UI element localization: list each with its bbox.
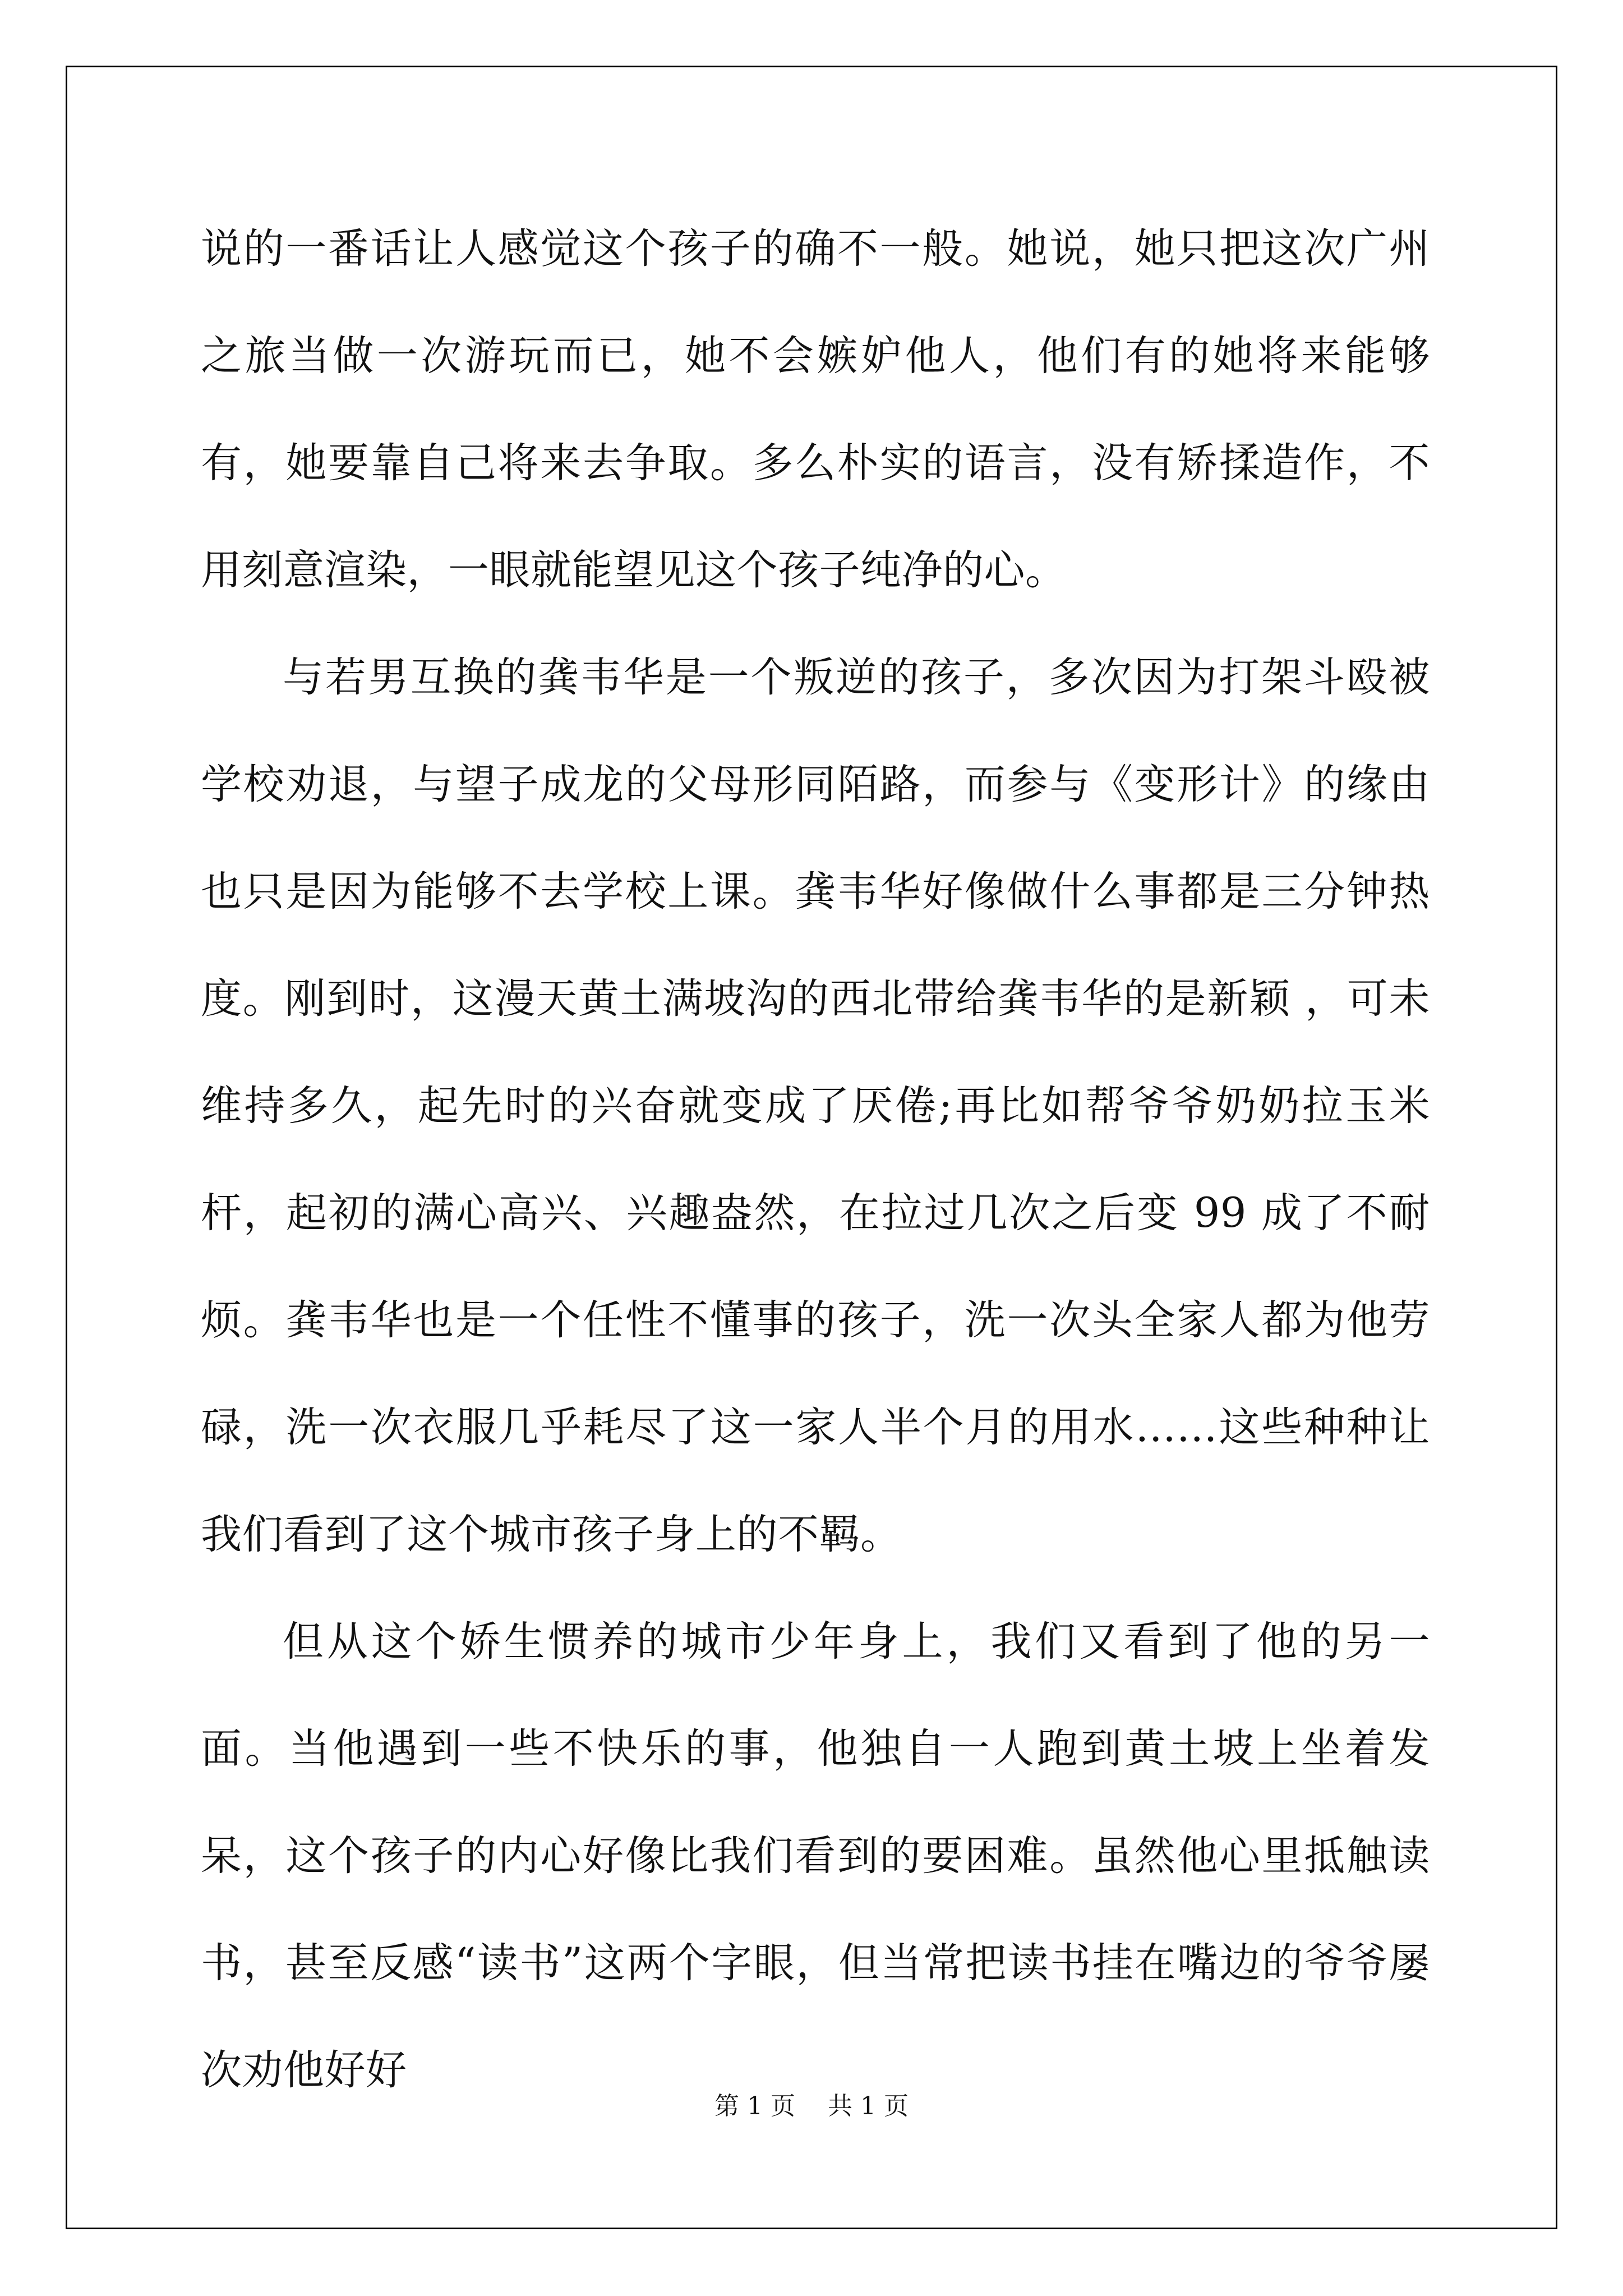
paragraph-2: 与若男互换的龚韦华是一个叛逆的孩子，多次因为打架斗殴被学校劝退，与望子成龙的父母形同陌路，而参与《变形计》的缘由也只是因为能够不去学校上课。龚韦华好像做什么事都是三分钟热度。刚到时，这漫天黄土满坡沟的西北带给龚韦华的是新颖 ，可未维持多久，起先时的兴奋就变成了厌倦;再比如帮爷爷奶奶拉玉米杆，起初的满心高兴、兴趣盎然，在拉过几次之后变 99 成了不耐烦。龚韦华也是一个任性不懂事的孩子，洗一次头全家人都为他劳碌，洗一次衣服几乎耗尽了这一家人半个月的用水……这些种种让我们看到了这个城市孩子身上的不羁。 [201, 654, 1430, 1558]
document-body [201, 195, 1430, 2124]
page-footer [0, 2086, 1623, 2122]
paragraph-1: 说的一番话让人感觉这个孩子的确不一般。她说，她只把这次广州之旅当做一次游玩而已，她不会嫉妒他人，他们有的她将来能够有，她要靠自己将来去争取。多么朴实的语言，没有矫揉造作，不用刻意渲染，一眼就能望见这个孩子纯净的心。 [201, 225, 1430, 594]
page-total: 共 1 页 [828, 2092, 909, 2120]
paragraph-3: 但从这个娇生惯养的城市少年身上，我们又看到了他的另一面。当他遇到一些不快乐的事，他独自一人跑到黄土坡上坐着发呆，这个孩子的内心好像比我们看到的要困难。虽然他心里抵触读书，甚至反感“读书”这两个字眼，但当常把读书挂在嘴边的爷爷屡次劝他好好 [201, 1618, 1430, 2094]
page-number: 第 1 页 [714, 2092, 795, 2120]
